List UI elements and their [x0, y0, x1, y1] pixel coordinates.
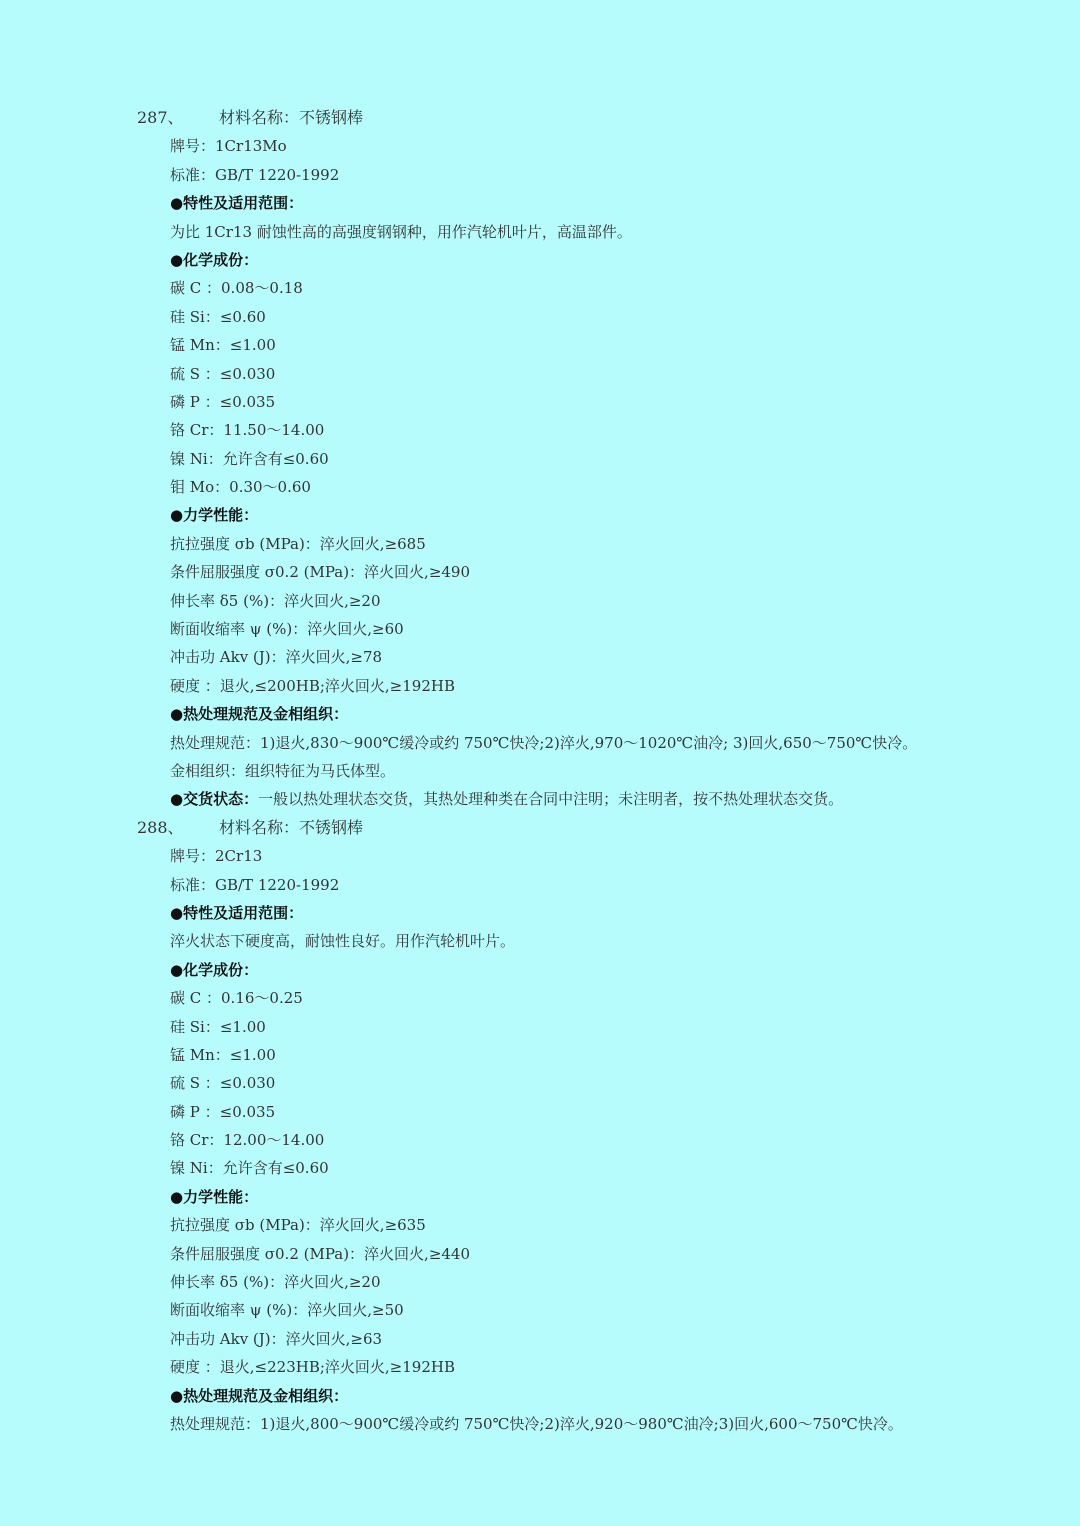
chem-line: 铬 Cr：12.00～14.00: [170, 1131, 325, 1150]
heat-treatment-line: 热处理规范：1)退火,800～900℃缓冷或约 750℃快冷;2)淬火,920～980℃油冷;3)回火,600～750℃快冷。: [170, 1414, 903, 1433]
chem-heading: ●化学成份：: [170, 960, 259, 979]
chem-line: 磷 P ：≤0.035: [170, 392, 276, 411]
material-name: 材料名称：不锈钢棒: [219, 817, 364, 837]
chem-line: 镍 Ni：允许含有≤0.60: [170, 1159, 329, 1178]
grade-line: 牌号：1Cr13Mo: [170, 137, 287, 156]
heat-heading: ●热处理规范及金相组织：: [170, 705, 349, 724]
mech-line: 抗拉强度 σb (MPa)：淬火回火,≥685: [170, 534, 426, 553]
usage-heading: ●特性及适用范围：: [170, 903, 304, 922]
mech-line: 断面收缩率 ψ (%)：淬火回火,≥60: [170, 620, 404, 639]
metallography-line: 金相组织：组织特征为马氏体型。: [170, 761, 396, 780]
chem-line: 硫 S ：≤0.030: [170, 364, 276, 383]
usage-heading: ●特性及适用范围：: [170, 194, 304, 213]
chem-line: 磷 P ：≤0.035: [170, 1102, 276, 1121]
document-page: [0, 104, 1080, 1438]
chem-heading: ●化学成份：: [170, 250, 259, 269]
grade-line: 牌号：2Cr13: [170, 847, 263, 866]
mech-line: 硬度 ：退火,≤200HB;淬火回火,≥192HB: [170, 676, 455, 695]
item-heading: [0, 104, 1080, 132]
mech-line: 抗拉强度 σb (MPa)：淬火回火,≥635: [170, 1216, 426, 1235]
usage-text: 淬火状态下硬度高，耐蚀性良好。用作汽轮机叶片。: [170, 932, 516, 951]
material-name: 材料名称：不锈钢棒: [219, 108, 364, 127]
item-heading: [0, 814, 1080, 842]
mech-line: 伸长率 δ5 (%)：淬火回火,≥20: [170, 591, 381, 610]
usage-text: 为比 1Cr13 耐蚀性高的高强度钢钢种，用作汽轮机叶片，高温部件。: [170, 222, 632, 241]
item-number: 288、: [137, 817, 184, 837]
delivery-label: ●交货状态：: [170, 790, 259, 809]
chem-line: 锰 Mn：≤1.00: [170, 336, 276, 355]
mech-heading: ●力学性能：: [170, 1187, 259, 1206]
mech-line: 硬度 ：退火,≤223HB;淬火回火,≥192HB: [170, 1358, 455, 1377]
mech-heading: ●力学性能：: [170, 506, 259, 525]
chem-line: 锰 Mn：≤1.00: [170, 1045, 276, 1064]
chem-line: 硅 Si：≤1.00: [170, 1017, 266, 1036]
mech-line: 冲击功 Akv (J)：淬火回火,≥63: [170, 1329, 383, 1348]
mech-line: 伸长率 δ5 (%)：淬火回火,≥20: [170, 1273, 381, 1292]
chem-line: 碳 C ：0.08～0.18: [170, 279, 303, 298]
mech-line: 条件屈服强度 σ0.2 (MPa)：淬火回火,≥490: [170, 563, 471, 582]
standard-line: 标准：GB/T 1220-1992: [170, 165, 340, 184]
standard-line: 标准：GB/T 1220-1992: [170, 875, 340, 894]
chem-line: 钼 Mo：0.30～0.60: [170, 478, 311, 497]
heat-heading: ●热处理规范及金相组织：: [170, 1386, 349, 1405]
chem-line: 铬 Cr：11.50～14.00: [170, 421, 325, 440]
delivery-text: 一般以热处理状态交货，其热处理种类在合同中注明；未注明者，按不热处理状态交货。: [258, 790, 844, 809]
chem-line: 硅 Si：≤0.60: [170, 307, 266, 326]
chem-line: 碳 C ：0.16～0.25: [170, 989, 303, 1008]
mech-line: 条件屈服强度 σ0.2 (MPa)：淬火回火,≥440: [170, 1244, 471, 1263]
mech-line: 冲击功 Akv (J)：淬火回火,≥78: [170, 648, 383, 667]
mech-line: 断面收缩率 ψ (%)：淬火回火,≥50: [170, 1301, 404, 1320]
item-number: 287、: [137, 108, 184, 127]
chem-line: 镍 Ni：允许含有≤0.60: [170, 449, 329, 468]
delivery-line: [0, 785, 1080, 813]
heat-treatment-line: 热处理规范：1)退火,830～900℃缓冷或约 750℃快冷;2)淬火,970～1020℃油冷; 3)回火,650～750℃快冷。: [170, 733, 918, 752]
chem-line: 硫 S ：≤0.030: [170, 1074, 276, 1093]
